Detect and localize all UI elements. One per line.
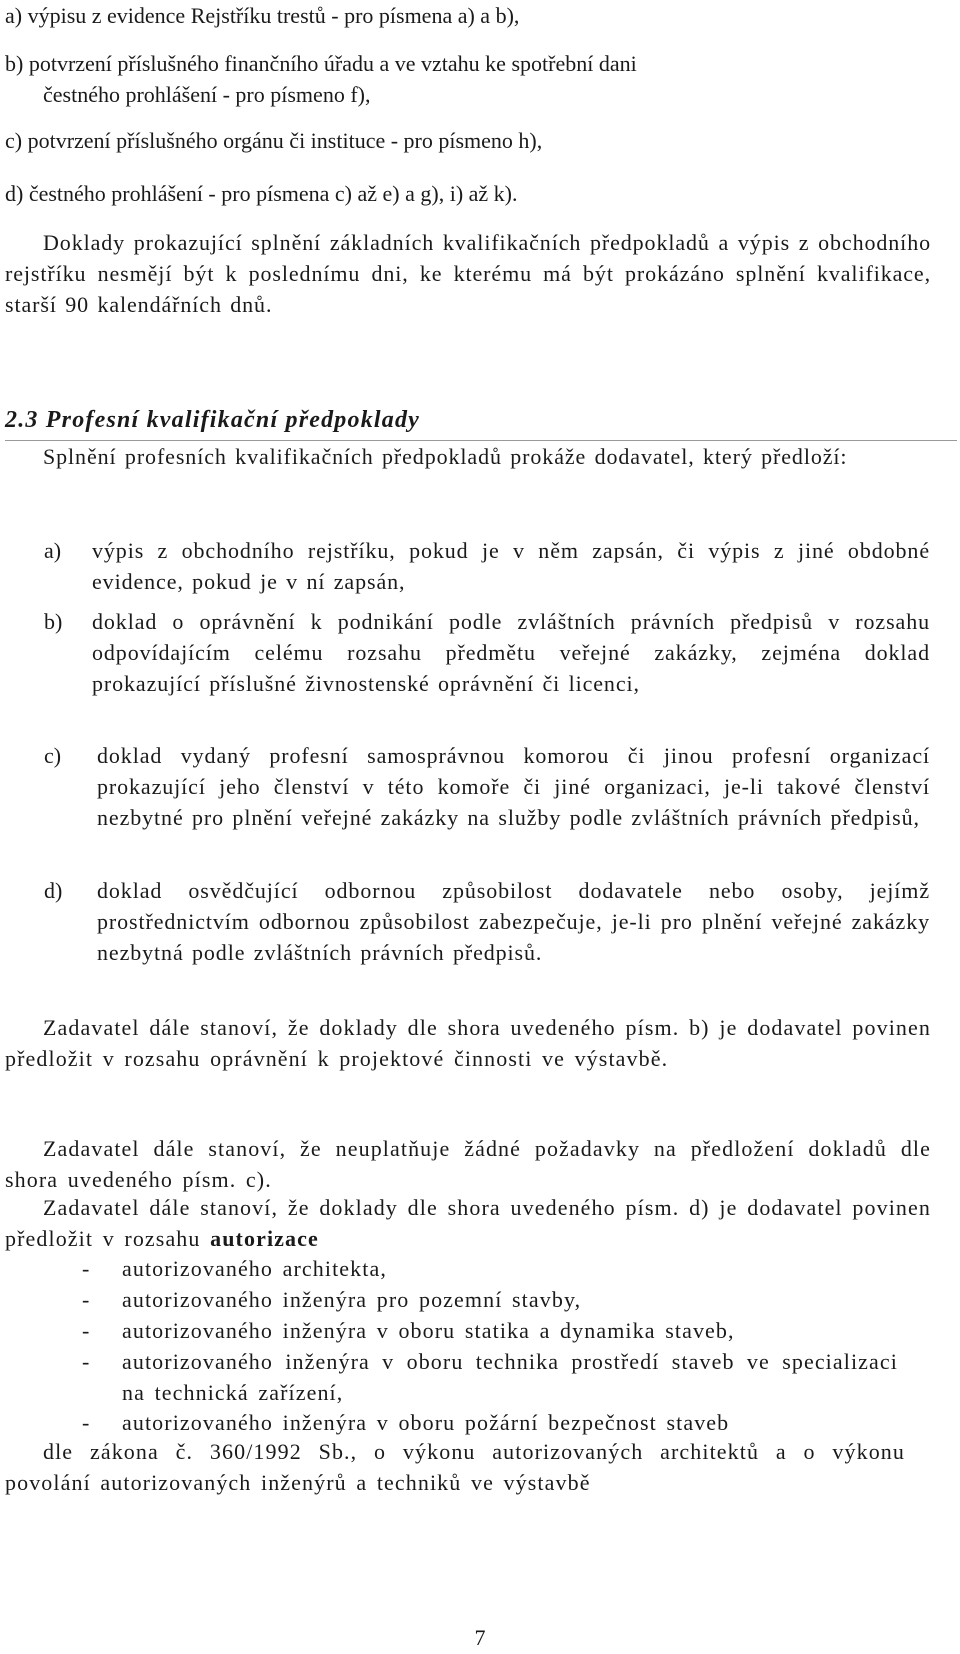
item-d-label: d) bbox=[44, 878, 63, 903]
paragraph-d-bold: autorizace bbox=[210, 1226, 319, 1251]
list-item-d: d) čestného prohlášení - pro písmena c) až e) a g), i) až k). bbox=[5, 181, 518, 206]
dash-icon: - bbox=[82, 1349, 91, 1374]
dash-item-1: autorizovaného architekta, bbox=[122, 1256, 387, 1281]
item-b-label: b) bbox=[44, 609, 63, 634]
dash-icon: - bbox=[82, 1318, 91, 1343]
list-item-c: c) potvrzení příslušného orgánu či instituce - pro písmeno h), bbox=[5, 128, 543, 153]
list-item-b-line2: čestného prohlášení - pro písmeno f), bbox=[43, 82, 371, 107]
list-item-a: a) výpisu z evidence Rejstříku trestů - pro písmena a) a b), bbox=[5, 3, 520, 28]
item-c-text: doklad vydaný profesní samosprávnou komorou či jinou profesní organizací prokazující jeho členství v této komoře či jiné organizaci, je-li takové členství nezbytné pro plnění veřejné zakázky na služby podle zvláštních právních předpisů, bbox=[97, 743, 930, 830]
item-a-text: výpis z obchodního rejstříku, pokud je v něm zapsán, či výpis z jiné obdobné evidence, pokud je v ní zapsán, bbox=[92, 538, 930, 594]
list-item-b bbox=[5, 48, 931, 110]
item-b-text: doklad o oprávnění k podnikání podle zvláštních právních předpisů v rozsahu odpovídajícím celému rozsahu předmětu veřejné zakázky, zejména doklad prokazující příslušné živnostenské oprávnění či licenci, bbox=[92, 609, 930, 696]
dash-item-4: autorizovaného inženýra v oboru technika prostředí staveb ve specializaci na technická zařízení, bbox=[122, 1349, 898, 1405]
page-number: 7 bbox=[474, 1625, 486, 1650]
dash-icon: - bbox=[82, 1410, 91, 1435]
paragraph-c: Zadavatel dále stanoví, že neuplatňuje žádné požadavky na předložení dokladů dle shora uvedeného písm. c). bbox=[5, 1136, 931, 1192]
item-c-label: c) bbox=[44, 743, 62, 768]
closing-paragraph: dle zákona č. 360/1992 Sb., o výkonu autorizovaných architektů a o výkonu povolání autorizovaných inženýrů a techniků ve výstavbě bbox=[5, 1439, 905, 1495]
dash-item-2: autorizovaného inženýra pro pozemní stavby, bbox=[122, 1287, 582, 1312]
dash-item-3: autorizovaného inženýra v oboru statika a dynamika staveb, bbox=[122, 1318, 735, 1343]
dash-item-5: autorizovaného inženýra v oboru požární bezpečnost staveb bbox=[122, 1410, 730, 1435]
section-intro: Splnění profesních kvalifikačních předpokladů prokáže dodavatel, který předloží: bbox=[43, 444, 848, 469]
paragraph-b: Zadavatel dále stanoví, že doklady dle shora uvedeného písm. b) je dodavatel povinen předložit v rozsahu oprávnění k projektové činnosti ve výstavbě. bbox=[5, 1015, 931, 1071]
paragraph-d bbox=[5, 1192, 931, 1254]
paragraph-d-text: Zadavatel dále stanoví, že doklady dle shora uvedeného písm. d) je dodavatel povinen předložit v rozsahu bbox=[5, 1195, 931, 1251]
item-a-label: a) bbox=[44, 538, 62, 563]
dash-icon: - bbox=[82, 1287, 91, 1312]
dash-icon: - bbox=[82, 1256, 91, 1281]
list-item-b-line1: b) potvrzení příslušného finančního úřadu a ve vztahu ke spotřební dani bbox=[5, 51, 637, 76]
item-d-text: doklad osvědčující odbornou způsobilost dodavatele nebo osoby, jejímž prostřednictvím odbornou způsobilost zabezpečuje, je-li pro plnění veřejné zakázky nezbytná podle zvláštních právních předpisů. bbox=[97, 878, 930, 965]
section-heading: 2.3 Profesní kvalifikační předpoklady bbox=[5, 407, 421, 433]
intro-paragraph: Doklady prokazující splnění základních kvalifikačních předpokladů a výpis z obchodního rejstříku nesmějí být k poslednímu dni, ke kterému má být prokázáno splnění kvalifikace, starší 90 kalendářních dnů. bbox=[5, 230, 931, 317]
